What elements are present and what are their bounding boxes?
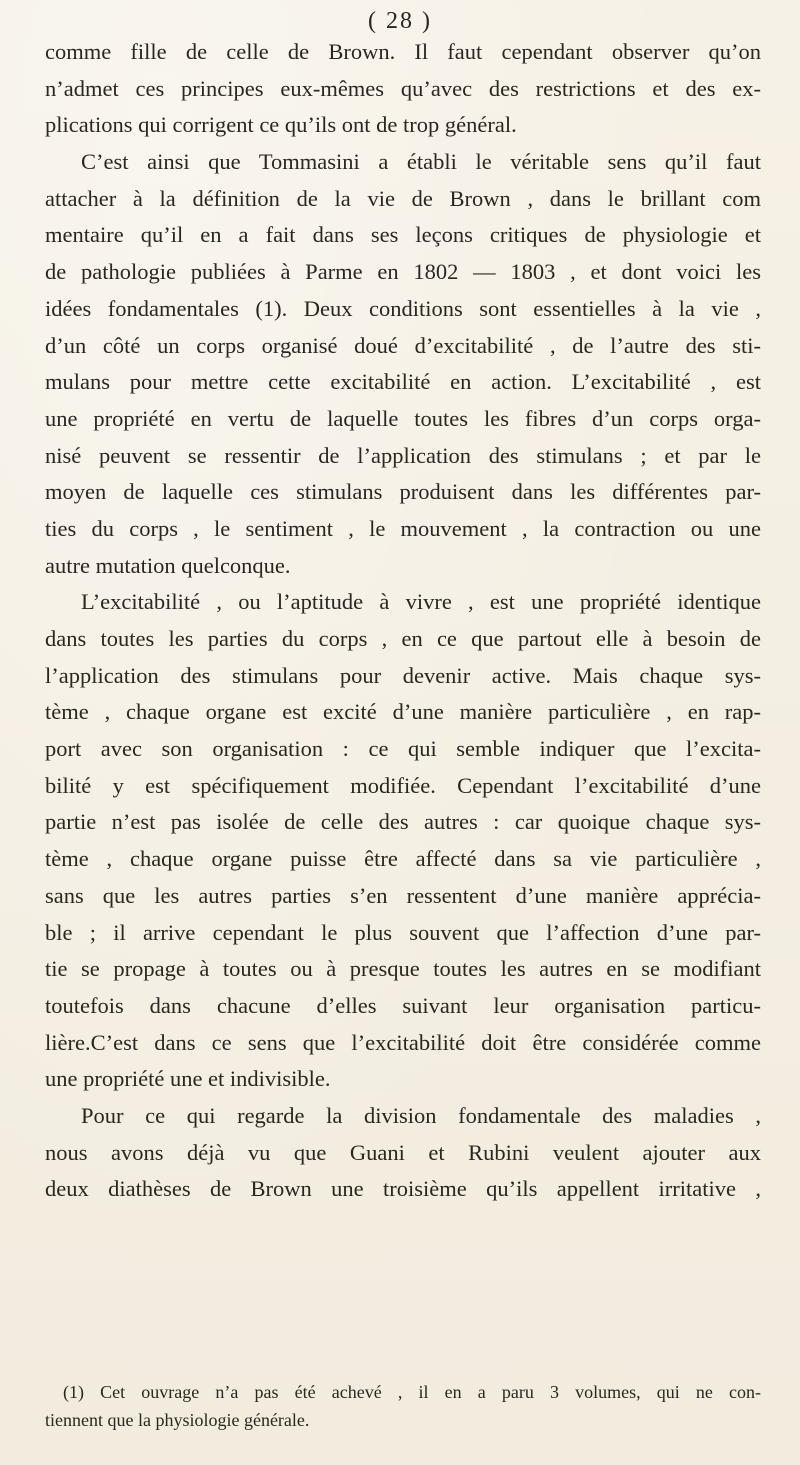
text-line: C’est ainsi que Tommasini a établi le véritable sens qu’il faut [81,149,761,175]
text-line: Pour ce qui regarde la division fondamentale des maladies , [81,1102,761,1128]
text-line: lière.C’est dans ce sens que l’excitabilité doit être considérée comme [45,1029,761,1055]
text-line: autre mutation quelconque. [45,552,291,578]
text-line: plications qui corrigent ce qu’ils ont de trop général. [45,112,517,138]
footnote [45,1378,761,1434]
text-line: comme fille de celle de Brown. Il faut cependant observer qu’on [45,39,761,64]
text-line: tème , chaque organe est excité d’une manière particulière , en rap- [45,699,761,725]
text-line: sans que les autres parties s’en ressentent d’une manière apprécia- [45,882,761,908]
text-line: partie n’est pas isolée de celle des autres : car quoique chaque sys- [45,809,761,835]
text-line: L’excitabilité , ou l’aptitude à vivre , est une propriété identique [81,589,761,615]
text-line: ties du corps , le sentiment , le mouvement , la contraction ou une [45,515,761,541]
text-line: moyen de laquelle ces stimulans produisent dans les différentes par- [45,479,761,505]
text-line: dans toutes les parties du corps , en ce que partout elle à besoin de [45,626,761,651]
text-line: d’un côté un corps organisé doué d’excitabilité , de l’autre des sti- [45,332,761,358]
footnote-line: (1) Cet ouvrage n’a pas été achevé , il en a paru 3 volumes, qui ne con- [63,1382,761,1402]
text-line: n’admet ces principes eux-mêmes qu’avec des restrictions et des ex- [45,75,761,101]
page-number: ( 28 ) [368,8,432,34]
text-line: une propriété une et indivisible. [45,1066,331,1092]
text-line: nisé peuvent se ressentir de l’application des stimulans ; et par le [45,442,761,468]
text-line: toutefois dans chacune d’elles suivant leur organisation particu- [45,992,761,1018]
body-text [45,34,761,1208]
text-line: tème , chaque organe puisse être affecté dans sa vie particulière , [45,846,761,872]
text-line: une propriété en vertu de laquelle toutes les fibres d’un corps orga- [45,405,761,431]
text-line: nous avons déjà vu que Guani et Rubini veulent ajouter aux [45,1139,761,1165]
text-line: idées fondamentales (1). Deux conditions sont essentielles à la vie , [45,295,761,321]
footnote-line: tiennent que la physiologie générale. [45,1410,310,1430]
text-line: de pathologie publiées à Parme en 1802 — 1803 , et dont voici les [45,259,761,285]
text-line: bilité y est spécifiquement modifiée. Cependant l’excitabilité d’une [45,772,761,798]
text-line: deux diathèses de Brown une troisième qu’ils appellent irritative , [45,1176,761,1202]
text-line: mentaire qu’il en a fait dans ses leçons critiques de physiologie et [45,222,761,248]
text-line: l’application des stimulans pour devenir active. Mais chaque sys- [45,662,761,688]
text-line: mulans pour mettre cette excitabilité en action. L’excitabilité , est [45,369,761,395]
text-line: port avec son organisation : ce qui semble indiquer que l’excita- [45,736,761,762]
text-line: attacher à la définition de la vie de Brown , dans le brillant com [45,185,761,211]
text-line: tie se propage à toutes ou à presque toutes les autres en se modifiant [45,956,761,982]
text-line: ble ; il arrive cependant le plus souvent que l’affection d’une par- [45,919,761,945]
